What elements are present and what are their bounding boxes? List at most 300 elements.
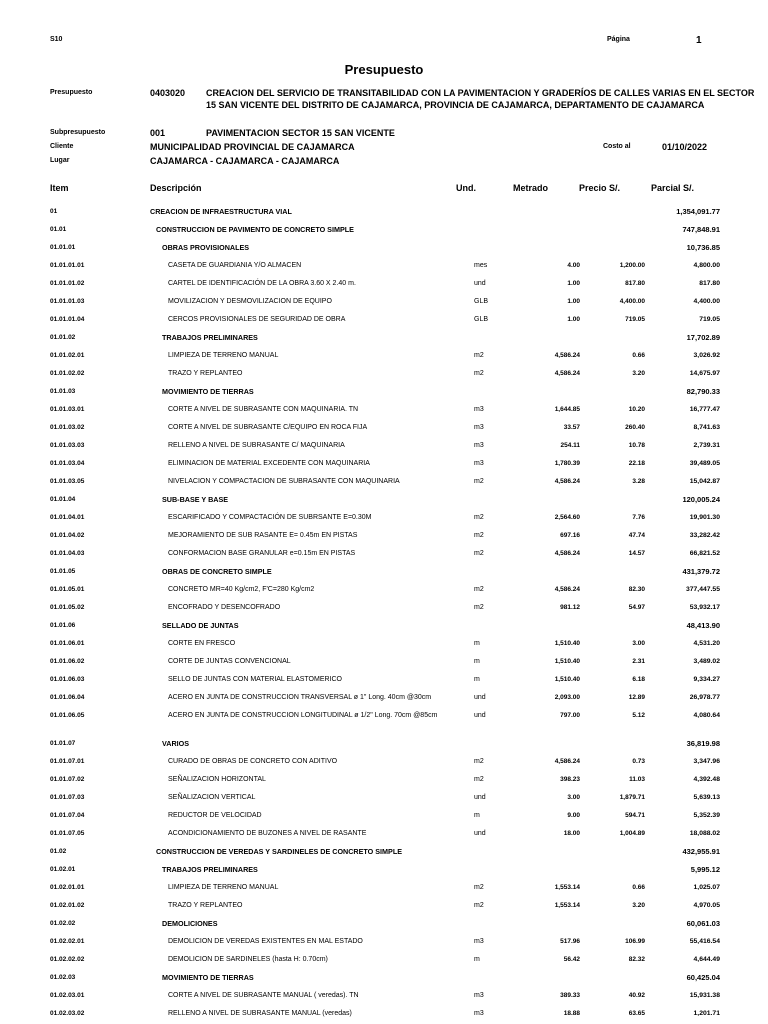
cell-parcial: 26,978.77 [689, 693, 720, 701]
cell-precio [580, 860, 645, 878]
cell-item: 01.01.06.04 [50, 693, 85, 701]
cell-parcial: 5,639.13 [693, 793, 720, 801]
table-row [50, 526, 720, 544]
presupuesto-code: 0403020 [150, 88, 186, 98]
cell-unit: m2 [474, 531, 484, 539]
cell-metrado: 389.33 [560, 991, 580, 999]
cell-parcial: 4,644.49 [693, 955, 720, 963]
cell-metrado [526, 860, 580, 878]
cell-description: TRAZO Y REPLANTEO [168, 901, 243, 909]
cell-metrado: 1,510.40 [554, 675, 580, 683]
cell-item: 01.02.01.02 [50, 901, 85, 909]
lugar-value: CAJAMARCA - CAJAMARCA - CAJAMARCA [150, 156, 340, 166]
cell-parcial: 4,970.05 [693, 901, 720, 909]
cell-metrado: 4,586.24 [554, 351, 580, 359]
cell-parcial: 377,447.55 [685, 585, 720, 593]
cell-parcial: 3,026.92 [693, 351, 720, 359]
cell-metrado [526, 616, 580, 634]
cell-description: SEÑALIZACION VERTICAL [168, 793, 256, 801]
cell-item: 01.02.03 [50, 973, 76, 981]
cliente-label: Cliente [50, 143, 74, 150]
cell-precio: 3.28 [632, 477, 645, 485]
cell-metrado: 1.00 [567, 315, 580, 323]
cell-unit: m [474, 955, 480, 963]
cell-item: 01.01.05.01 [50, 585, 85, 593]
cell-parcial: 19,901.30 [689, 513, 720, 521]
cell-description: SEÑALIZACION HORIZONTAL [168, 775, 266, 783]
cell-parcial: 60,061.03 [686, 918, 720, 928]
table-row [50, 1004, 720, 1022]
cell-item: 01.01.03.03 [50, 441, 85, 449]
cell-parcial: 4,800.00 [693, 261, 720, 269]
cell-metrado [526, 328, 580, 346]
cell-unit: und [474, 793, 486, 801]
cell-item: 01.01.04.03 [50, 549, 85, 557]
cell-metrado: 4,586.24 [554, 757, 580, 765]
table-row [50, 328, 720, 346]
table-row [50, 400, 720, 418]
cell-precio: 7.76 [632, 513, 645, 521]
cell-description: DEMOLICIONES [162, 918, 218, 928]
cell-metrado: 797.00 [560, 711, 580, 719]
cell-precio: 106.99 [625, 937, 645, 945]
table-row [50, 734, 720, 752]
cell-unit [474, 382, 526, 400]
cell-description: OBRAS PROVISIONALES [162, 242, 250, 252]
cell-item: 01.02.01.01 [50, 883, 85, 891]
cell-metrado: 9.00 [567, 811, 580, 819]
cell-item: 01.01.06.02 [50, 657, 85, 665]
cell-metrado [526, 238, 580, 256]
cell-precio [580, 220, 645, 238]
cell-description: ESCARIFICADO Y COMPACTACIÓN DE SUBRSANTE E=0.30M [168, 513, 372, 521]
subpresupuesto-label: Subpresupuesto [50, 129, 106, 136]
cell-description: CARTEL DE IDENTIFICACIÓN DE LA OBRA 3.60 X 2.40 m. [168, 279, 356, 287]
cell-precio [580, 328, 645, 346]
cell-description: ENCOFRADO Y DESENCOFRADO [168, 603, 281, 611]
cell-precio: 594.71 [625, 811, 645, 819]
cell-unit: und [474, 279, 486, 287]
table-row [50, 770, 720, 788]
cell-item: 01.01.06.03 [50, 675, 85, 683]
costo-label: Costo al [603, 143, 631, 150]
cell-metrado: 4,586.24 [554, 477, 580, 485]
cell-precio: 1,200.00 [619, 261, 645, 269]
cell-item: 01.01.06 [50, 621, 76, 629]
table-row [50, 256, 720, 274]
cell-parcial: 432,955.91 [682, 846, 720, 856]
cell-item: 01.01.06.01 [50, 639, 85, 647]
cell-description: MOVIMIENTO DE TIERRAS [162, 386, 254, 396]
cell-description: CONFORMACION BASE GRANULAR e=0.15m EN PISTAS [168, 549, 356, 557]
table-row [50, 670, 720, 688]
cell-item: 01.01.06.05 [50, 711, 85, 719]
cell-description: DEMOLICION DE SARDINELES (hasta H: 0.70cm) [168, 955, 328, 963]
cell-parcial [645, 724, 720, 734]
cell-parcial: 82,790.33 [686, 386, 720, 396]
cell-precio: 12.89 [628, 693, 645, 701]
cell-item: 01.01.03.02 [50, 423, 85, 431]
cell-precio: 47.74 [628, 531, 645, 539]
table-row [50, 274, 720, 292]
cell-item: 01.01.04.02 [50, 531, 85, 539]
table-row [50, 896, 720, 914]
cell-parcial: 120,005.24 [682, 494, 720, 504]
cell-precio: 3.20 [632, 369, 645, 377]
cliente-value: MUNICIPALIDAD PROVINCIAL DE CAJAMARCA [150, 142, 355, 152]
cell-metrado: 3.00 [567, 793, 580, 801]
table-row [50, 752, 720, 770]
cell-item: 01.02.02.02 [50, 955, 85, 963]
cell-unit: m3 [474, 441, 484, 449]
cell-unit: und [474, 693, 486, 701]
presupuesto-desc-1: CREACION DEL SERVICIO DE TRANSITABILIDAD CON LA PAVIMENTACION Y GRADERÍOS DE CALLES VARIAS EN EL SECTOR [206, 88, 755, 98]
cell-metrado: 1,510.40 [554, 657, 580, 665]
cell-precio [580, 490, 645, 508]
cell-unit: mes [474, 261, 488, 269]
cell-description: SELLADO DE JUNTAS [162, 620, 239, 630]
cell-unit: m3 [474, 459, 484, 467]
cell-metrado: 1,644.85 [554, 405, 580, 413]
table-row [50, 932, 720, 950]
cell-item: 01.01.05 [50, 567, 76, 575]
cell-unit: m2 [474, 513, 484, 521]
cell-description: DEMOLICION DE VEREDAS EXISTENTES EN MAL ESTADO [168, 937, 363, 945]
cell-description [150, 724, 474, 734]
cell-parcial: 17,702.89 [686, 332, 720, 342]
cell-metrado: 981.12 [560, 603, 580, 611]
cell-description: CORTE DE JUNTAS CONVENCIONAL [168, 657, 291, 665]
cell-item: 01.02 [50, 847, 67, 855]
cell-parcial: 36,819.98 [686, 738, 720, 748]
cell-description: MOVILIZACION Y DESMOVILIZACION DE EQUIPO [168, 297, 332, 305]
cell-parcial: 15,931.38 [689, 991, 720, 999]
table-row [50, 382, 720, 400]
cell-description: VARIOS [162, 738, 190, 748]
table-row [50, 724, 720, 734]
cell-parcial: 3,489.02 [693, 657, 720, 665]
table-row [50, 310, 720, 328]
cell-metrado: 1,780.39 [554, 459, 580, 467]
table-row [50, 842, 720, 860]
subpresupuesto-code: 001 [150, 128, 166, 138]
cell-unit: m2 [474, 775, 484, 783]
cell-parcial: 431,379.72 [682, 566, 720, 576]
cell-item: 01.01.01 [50, 243, 76, 251]
table-row [50, 688, 720, 706]
cell-item: 01.01.01.02 [50, 279, 85, 287]
col-header-precio: Precio S/. [579, 183, 621, 193]
cell-unit [474, 968, 526, 986]
cell-item: 01.01.07.03 [50, 793, 85, 801]
cell-parcial: 9,334.27 [693, 675, 720, 683]
table-row [50, 634, 720, 652]
cell-unit: m2 [474, 477, 484, 485]
cell-description: CONSTRUCCION DE VEREDAS Y SARDINELES DE CONCRETO SIMPLE [156, 846, 403, 856]
cell-parcial: 1,025.07 [693, 883, 720, 891]
cell-parcial: 33,282.42 [689, 531, 720, 539]
table-row [50, 652, 720, 670]
cell-description: OBRAS DE CONCRETO SIMPLE [162, 566, 272, 576]
cell-precio: 260.40 [625, 423, 645, 431]
table-row [50, 616, 720, 634]
cell-unit: m [474, 675, 480, 683]
cell-unit [474, 724, 526, 734]
table-row [50, 788, 720, 806]
cell-item [50, 724, 150, 734]
cell-unit: m2 [474, 585, 484, 593]
table-row [50, 418, 720, 436]
cell-description: CORTE A NIVEL DE SUBRASANTE C/EQUIPO EN ROCA FIJA [168, 423, 368, 431]
cell-parcial: 14,675.97 [689, 369, 720, 377]
cell-unit [474, 328, 526, 346]
cell-parcial: 60,425.04 [686, 972, 720, 982]
cell-description: CORTE A NIVEL DE SUBRASANTE MANUAL ( veredas). TN [168, 991, 359, 999]
cell-metrado [526, 734, 580, 752]
cell-item: 01.01 [50, 225, 67, 233]
cell-description: CERCOS PROVISIONALES DE SEGURIDAD DE OBRA [168, 315, 346, 323]
cell-metrado: 2,564.60 [554, 513, 580, 521]
cell-precio: 4,400.00 [619, 297, 645, 305]
cell-metrado: 4,586.24 [554, 585, 580, 593]
table-row [50, 914, 720, 932]
cell-metrado: 2,093.00 [554, 693, 580, 701]
cell-unit [474, 562, 526, 580]
cell-unit [474, 914, 526, 932]
cell-unit: GLB [474, 297, 489, 305]
cell-metrado: 4.00 [567, 261, 580, 269]
cell-item: 01.01.01.03 [50, 297, 85, 305]
cell-precio: 3.00 [632, 639, 645, 647]
cell-metrado [526, 724, 580, 734]
cell-metrado [526, 490, 580, 508]
cell-description: CASETA DE GUARDIANIA Y/O ALMACEN [168, 261, 302, 269]
cell-parcial: 5,352.39 [693, 811, 720, 819]
cell-description: TRABAJOS PRELIMINARES [162, 864, 258, 874]
cell-item: 01.02.02 [50, 919, 76, 927]
table-row [50, 490, 720, 508]
cell-parcial: 4,531.20 [693, 639, 720, 647]
cell-precio: 719.05 [625, 315, 645, 323]
cell-precio: 3.20 [632, 901, 645, 909]
cell-unit [474, 220, 526, 238]
cell-item: 01.01.07.04 [50, 811, 85, 819]
cell-precio [580, 562, 645, 580]
cell-precio [580, 734, 645, 752]
cell-item: 01.02.01 [50, 865, 76, 873]
col-header-metrado: Metrado [513, 183, 549, 193]
table-row [50, 454, 720, 472]
table-row [50, 292, 720, 310]
table-row [50, 544, 720, 562]
presupuesto-desc-2: 15 SAN VICENTE DEL DISTRITO DE CAJAMARCA, PROVINCIA DE CAJAMARCA, DEPARTAMENTO DE CAJAMARCA [206, 100, 705, 110]
cell-precio: 1,004.89 [619, 829, 645, 837]
cell-precio: 817.80 [625, 279, 645, 287]
cell-item: 01.02.03.02 [50, 1009, 85, 1017]
cell-metrado: 4,586.24 [554, 369, 580, 377]
cell-unit: m2 [474, 901, 484, 909]
cell-unit: m2 [474, 757, 484, 765]
cell-parcial: 1,201.71 [693, 1009, 720, 1017]
cell-description: CORTE EN FRESCO [168, 639, 236, 647]
cell-precio [580, 914, 645, 932]
cell-precio [580, 238, 645, 256]
cell-metrado [526, 842, 580, 860]
table-row [50, 202, 720, 220]
table-row [50, 580, 720, 598]
cell-description: TRAZO Y REPLANTEO [168, 369, 243, 377]
presupuesto-label: Presupuesto [50, 89, 93, 96]
cell-precio: 22.18 [628, 459, 645, 467]
cell-description: CREACION DE INFRAESTRUCTURA VIAL [150, 206, 292, 216]
cell-metrado: 254.11 [560, 441, 580, 449]
cell-description: ACONDICIONAMIENTO DE BUZONES A NIVEL DE RASANTE [168, 829, 367, 837]
cell-parcial: 48,413.90 [686, 620, 720, 630]
cell-precio: 40.92 [628, 991, 645, 999]
col-header-und: Und. [456, 183, 476, 193]
cell-precio: 14.57 [628, 549, 645, 557]
cell-unit: m2 [474, 369, 484, 377]
cell-precio: 0.66 [632, 883, 645, 891]
table-row [50, 860, 720, 878]
cell-parcial: 1,354,091.77 [676, 206, 720, 216]
cell-unit: m [474, 657, 480, 665]
col-header-parcial: Parcial S/. [651, 183, 695, 193]
cell-precio: 10.78 [628, 441, 645, 449]
cell-description: CORTE A NIVEL DE SUBRASANTE CON MAQUINARIA. TN [168, 405, 359, 413]
cell-metrado [526, 562, 580, 580]
table-row [50, 806, 720, 824]
cell-item: 01.01.02 [50, 333, 76, 341]
cell-item: 01.02.03.01 [50, 991, 85, 999]
cell-precio: 2.31 [632, 657, 645, 665]
cell-precio: 82.32 [628, 955, 645, 963]
table-row [50, 950, 720, 968]
cell-item: 01.01.04.01 [50, 513, 85, 521]
cell-unit: m3 [474, 991, 484, 999]
cell-metrado [526, 220, 580, 238]
cell-unit [474, 734, 526, 752]
cell-item: 01.01.02.02 [50, 369, 85, 377]
page-label: Página [607, 36, 630, 43]
cell-unit [474, 842, 526, 860]
cell-parcial: 53,932.17 [689, 603, 720, 611]
cell-precio: 54.97 [628, 603, 645, 611]
cell-description: RELLENO A NIVEL DE SUBRASANTE C/ MAQUINARIA [168, 441, 345, 449]
cell-parcial: 719.05 [699, 315, 720, 323]
cell-precio: 0.73 [632, 757, 645, 765]
cell-metrado [526, 968, 580, 986]
cell-parcial: 747,848.91 [682, 224, 720, 234]
cell-description: REDUCTOR DE VELOCIDAD [168, 811, 262, 819]
cell-unit: m3 [474, 937, 484, 945]
cell-unit: m2 [474, 351, 484, 359]
cell-precio [580, 202, 645, 220]
cell-description: NIVELACION Y COMPACTACION DE SUBRASANTE CON MAQUINARIA [168, 477, 400, 485]
cell-unit: und [474, 829, 486, 837]
cell-precio: 1,879.71 [619, 793, 645, 801]
cell-item: 01.01.03.04 [50, 459, 85, 467]
cell-item: 01.01.01.04 [50, 315, 85, 323]
cell-item: 01.01.05.02 [50, 603, 85, 611]
table-row [50, 706, 720, 724]
cell-item: 01.01.07.01 [50, 757, 85, 765]
report-code: S10 [50, 36, 63, 43]
table-row [50, 562, 720, 580]
cell-precio: 10.20 [628, 405, 645, 413]
table-row [50, 364, 720, 382]
cell-parcial: 15,042.87 [689, 477, 720, 485]
cell-parcial: 66,821.52 [689, 549, 720, 557]
cell-description: CONCRETO MR=40 Kg/cm2, F'C=280 Kg/cm2 [168, 585, 315, 593]
cell-description: LIMPIEZA DE TERRENO MANUAL [168, 883, 279, 891]
budget-table [50, 202, 720, 1022]
cell-precio [580, 842, 645, 860]
cell-parcial: 10,736.85 [686, 242, 720, 252]
table-row [50, 968, 720, 986]
cell-unit [474, 238, 526, 256]
cell-unit: m [474, 639, 480, 647]
table-row [50, 824, 720, 842]
cell-unit: und [474, 711, 486, 719]
table-row [50, 220, 720, 238]
cell-unit: m2 [474, 883, 484, 891]
costo-date: 01/10/2022 [662, 142, 708, 152]
cell-unit [474, 616, 526, 634]
cell-parcial: 39,489.05 [689, 459, 720, 467]
table-row [50, 986, 720, 1004]
cell-precio [580, 616, 645, 634]
cell-metrado: 33.57 [563, 423, 580, 431]
cell-parcial: 817.80 [699, 279, 720, 287]
cell-metrado: 1.00 [567, 297, 580, 305]
cell-description: LIMPIEZA DE TERRENO MANUAL [168, 351, 279, 359]
cell-metrado: 1,553.14 [554, 883, 580, 891]
cell-parcial: 55,416.54 [689, 937, 720, 945]
cell-description: ACERO EN JUNTA DE CONSTRUCCION TRANSVERSAL ø 1" Long. 40cm @30cm [168, 693, 432, 701]
cell-unit [474, 202, 526, 220]
cell-precio: 6.18 [632, 675, 645, 683]
cell-item: 01.01.07.05 [50, 829, 85, 837]
cell-precio: 82.30 [628, 585, 645, 593]
cell-precio [580, 724, 645, 734]
cell-metrado [526, 202, 580, 220]
cell-item: 01.01.02.01 [50, 351, 85, 359]
cell-precio: 0.66 [632, 351, 645, 359]
cell-item: 01.01.07.02 [50, 775, 85, 783]
cell-unit: m2 [474, 603, 484, 611]
cell-parcial: 8,741.63 [693, 423, 720, 431]
cell-parcial: 16,777.47 [689, 405, 720, 413]
cell-description: CONSTRUCCION DE PAVIMENTO DE CONCRETO SIMPLE [156, 224, 354, 234]
table-row [50, 436, 720, 454]
cell-unit: m3 [474, 405, 484, 413]
cell-unit: m3 [474, 423, 484, 431]
cell-description: MOVIMIENTO DE TIERRAS [162, 972, 254, 982]
cell-precio: 11.03 [629, 775, 645, 783]
cell-item: 01.01.01.01 [50, 261, 85, 269]
cell-parcial: 4,080.64 [693, 711, 720, 719]
cell-metrado: 1,553.14 [554, 901, 580, 909]
table-row [50, 878, 720, 896]
cell-description: RELLENO A NIVEL DE SUBRASANTE MANUAL (veredas) [168, 1009, 352, 1017]
cell-item: 01.01.04 [50, 495, 76, 503]
cell-parcial: 2,739.31 [693, 441, 720, 449]
cell-description: SELLO DE JUNTAS CON MATERIAL ELASTOMERICO [168, 675, 342, 683]
table-row [50, 238, 720, 256]
cell-item: 01.02.02.01 [50, 937, 85, 945]
table-row [50, 472, 720, 490]
